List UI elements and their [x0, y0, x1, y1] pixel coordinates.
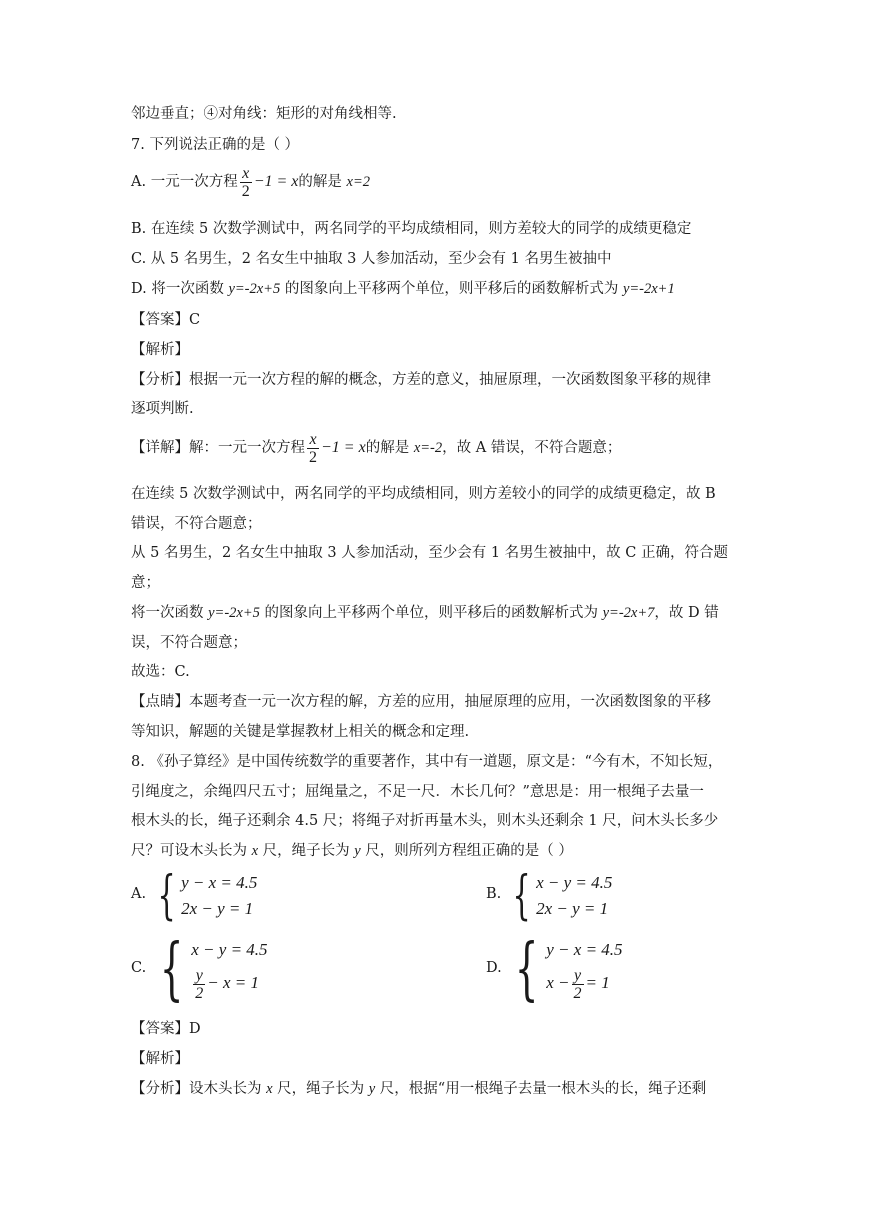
formula: y=-2x+1 — [622, 281, 675, 297]
analysis-text: 逐项判断. — [131, 401, 194, 417]
analysis-text — [131, 1079, 706, 1099]
formula: y=-2x+5 — [208, 605, 260, 621]
answer-label: 【答案】C — [131, 312, 201, 328]
variable: x — [251, 843, 259, 859]
fraction-numerator: y — [572, 967, 584, 985]
fraction — [307, 431, 319, 466]
detail-text: 错误，不符合题意； — [131, 516, 262, 532]
fraction-numerator: x — [240, 165, 252, 183]
equation-row-1: x − y = 4.5 — [536, 873, 613, 892]
text-line: 邻边垂直；④对角线：矩形的对角线相等. — [131, 106, 397, 122]
detail-text: ，故 D 错 — [654, 605, 719, 621]
fraction-numerator: y — [193, 967, 205, 985]
detail-text: 误，不符合题意； — [131, 635, 247, 651]
detail-text: 【详解】解：一元一次方程 — [131, 440, 305, 456]
option-c-system — [150, 930, 268, 1009]
brace-icon: { — [157, 866, 176, 926]
equation-tail: −1 = x — [321, 439, 366, 456]
equation-head: x − — [546, 973, 570, 992]
equation-row-2: 2x − y = 1 — [536, 899, 609, 918]
fraction-numerator: x — [307, 431, 319, 449]
variable: x — [266, 1081, 273, 1097]
conclusion-text: 故选：C. — [131, 664, 190, 680]
question-8-stem: 8. 《孙子算经》是中国传统数学的重要著作，其中有一道题，原文是：“今有木，不知长短， — [131, 754, 723, 770]
fraction — [572, 967, 584, 1002]
question-7-option-d — [131, 279, 675, 299]
detail-text: 的图象向上平移两个单位，则平移后的函数解析式为 — [259, 605, 603, 621]
answer-label: 【答案】D — [131, 1021, 201, 1037]
analysis-text-part: 【分析】设木头长为 — [131, 1081, 267, 1097]
equation-row-2 — [546, 963, 622, 1003]
detail-text: 在连续 5 次数学测试中，两名同学的平均成绩相同，则方差较小的同学的成绩更稳定，故 B — [131, 486, 716, 502]
fraction-denominator: 2 — [573, 984, 582, 1002]
option-a-system — [150, 866, 258, 926]
analysis-heading: 【解析】 — [131, 342, 189, 358]
question-8-stem — [131, 841, 573, 861]
detail-text: 意； — [131, 575, 160, 591]
detail-text: 将一次函数 — [131, 605, 209, 621]
fraction-denominator: 2 — [241, 182, 250, 200]
option-b-label: B. — [486, 886, 502, 902]
brace-icon: { — [514, 930, 539, 1009]
equation-row-1: y − x = 4.5 — [181, 873, 258, 892]
question-7-option-a — [131, 162, 370, 202]
variable: y — [354, 843, 361, 859]
fraction-denominator: 2 — [309, 448, 317, 466]
stem-text: 尺，绳子长为 — [258, 843, 355, 859]
question-7-option-c: C. 从 5 名男生，2 名女生中抽取 3 人参加活动，至少会有 1 名男生被抽中 — [131, 251, 612, 267]
detail-text: 从 5 名男生，2 名女生中抽取 3 人参加活动，至少会有 1 名男生被抽中，故 C 正确，符合题 — [131, 545, 728, 561]
analysis-heading: 【解析】 — [131, 1051, 189, 1067]
option-d-text: D. 将一次函数 — [131, 281, 229, 297]
equation-row-2: 2x − y = 1 — [181, 899, 254, 918]
analysis-text: 【分析】根据一元一次方程的解的概念，方差的意义，抽屉原理，一次函数图象平移的规律 — [131, 372, 711, 388]
analysis-text-part: 尺，根据“用一根绳子去量一根木头的长，绳子还剩 — [375, 1081, 707, 1097]
equation-rows — [191, 937, 267, 1003]
brace-icon: { — [159, 930, 184, 1009]
fraction-denominator: 2 — [195, 984, 204, 1002]
question-8-stem: 根木头的长，绳子还剩余 4.5 尺；将绳子对折再量木头，则木头还剩余 1 尺，问木头长多少 — [131, 813, 719, 829]
option-a-text-2: 的解是 — [298, 174, 347, 190]
fraction — [193, 967, 205, 1002]
comment-text: 等知识，解题的关键是掌握教材上相关的概念和定理. — [131, 724, 470, 740]
detail-text-2: 的解是 — [365, 440, 414, 456]
equation-rows — [536, 870, 612, 922]
analysis-text-part: 尺，绳子长为 — [272, 1081, 369, 1097]
question-7-option-b: B. 在连续 5 次数学测试中，两名同学的平均成绩相同，则方差较大的同学的成绩更稳定 — [131, 221, 692, 237]
detail-answer: x=-2 — [413, 440, 443, 456]
equation-tail: = 1 — [585, 973, 610, 992]
equation-row-1: x − y = 4.5 — [191, 940, 268, 959]
option-b-system — [505, 866, 613, 926]
comment-text: 【点睛】本题考查一元一次方程的解，方差的应用，抽屉原理的应用，一次函数图象的平移 — [131, 694, 711, 710]
question-7-stem: 7. 下列说法正确的是（ ） — [131, 137, 300, 153]
equation-row-1: y − x = 4.5 — [546, 940, 623, 959]
detail-line — [131, 428, 621, 468]
detail-line — [131, 603, 719, 623]
variable: y — [368, 1081, 376, 1097]
fraction — [240, 165, 252, 200]
equation-row-2 — [191, 963, 267, 1003]
stem-text: 尺，则所列方程组正确的是（ ） — [360, 843, 573, 859]
equation-rows — [546, 937, 622, 1003]
brace-icon: { — [512, 866, 531, 926]
equation-rows — [181, 870, 257, 922]
option-a-answer: x=2 — [346, 174, 370, 190]
detail-text-3: ，故 A 错误，不符合题意； — [442, 440, 622, 456]
equation-tail: − x = 1 — [207, 973, 260, 992]
formula: y=-2x+7 — [602, 605, 655, 621]
option-a-text: A. 一元一次方程 — [131, 174, 238, 190]
option-c-label: C. — [131, 960, 147, 976]
question-8-stem: 引绳度之，余绳四尺五寸；屈绳量之，不足一尺．木长几何？”意思是：用一根绳子去量一 — [131, 784, 704, 800]
formula: y=-2x+5 — [228, 281, 281, 297]
option-d-text-2: 的图象向上平移两个单位，则平移后的函数解析式为 — [280, 281, 623, 297]
equation-tail: −1 = x — [253, 173, 299, 190]
stem-text: 尺？可设木头长为 — [131, 843, 252, 859]
option-d-label: D. — [486, 960, 502, 976]
option-a-label: A. — [131, 886, 147, 902]
option-d-system — [505, 930, 623, 1009]
